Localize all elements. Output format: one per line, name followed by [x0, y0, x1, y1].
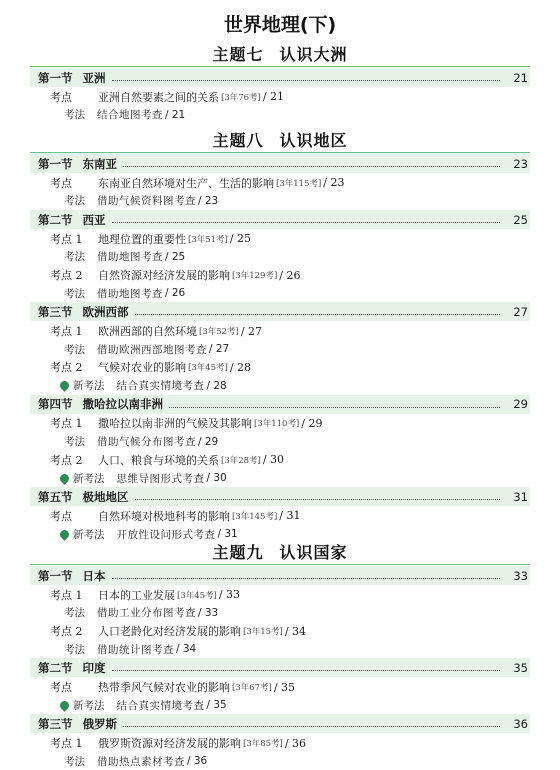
section-page: 25 [513, 212, 528, 227]
new-kaofa-label: 新考法 [73, 528, 105, 541]
kaodian-text: 人口老龄化对经济发展的影响 [98, 625, 241, 638]
section-name: 亚洲 [82, 70, 106, 85]
kaofa-text: 开放性设问形式考查 [116, 528, 216, 541]
section-page: 23 [513, 156, 528, 171]
kaodian-label: 考点 2 [50, 361, 83, 375]
topic-divider [30, 564, 530, 565]
kaodian-row [50, 678, 295, 696]
section-number: 第一节 [38, 568, 73, 583]
leader-dots [135, 314, 501, 315]
item-page: / 36 [284, 736, 307, 750]
kaodian-row [50, 414, 322, 432]
leader-dots [112, 222, 501, 223]
item-page: / 21 [262, 90, 285, 104]
kaofa-row [64, 192, 218, 210]
item-page: / 28 [206, 379, 227, 392]
leader-dots [123, 166, 500, 167]
section-page: 36 [513, 716, 528, 731]
new-kaofa-label: 新考法 [73, 699, 105, 712]
item-page: / 34 [284, 624, 307, 638]
exam-count: [3年76考] [221, 92, 261, 103]
section-number: 第一节 [38, 70, 73, 85]
leaf-icon [58, 379, 71, 392]
kaofa-label: 考法 [64, 195, 85, 208]
new-kaofa-label: 新考法 [73, 472, 105, 485]
exam-count: [3年51考] [188, 234, 228, 245]
section-number: 第二节 [38, 660, 73, 675]
topic-number: 主题八 [212, 131, 264, 150]
item-page: / 26 [279, 268, 301, 282]
kaofa-label: 考法 [64, 287, 85, 300]
section-number: 第三节 [38, 716, 73, 731]
kaofa-label: 考法 [64, 643, 85, 656]
exam-count: [3年15考] [243, 627, 283, 637]
item-page: / 35 [206, 699, 227, 712]
kaodian-row [50, 622, 306, 640]
kaofa-text: 借助气候资料图考查 [97, 195, 196, 208]
section-name: 俄罗斯 [82, 716, 117, 731]
leader-dots [112, 670, 501, 671]
item-page: / 27 [240, 324, 263, 338]
kaodian-row [50, 358, 251, 376]
section-row[interactable] [30, 154, 530, 173]
kaodian-text: 地理位置的重要性 [98, 232, 186, 246]
kaodian-text: 自然资源对经济发展的影响 [98, 269, 230, 282]
new-kaofa-row [60, 696, 227, 714]
kaodian-text: 亚洲自然要素之间的关系 [98, 90, 219, 104]
kaofa-text: 结合地图考查 [97, 109, 163, 122]
section-page: 29 [513, 397, 528, 412]
kaodian-text: 日本的工业发展 [98, 588, 175, 602]
item-page: / 21 [165, 108, 186, 121]
section-number: 第二节 [38, 212, 73, 227]
topic-title [0, 128, 560, 152]
new-kaofa-row [60, 377, 227, 395]
leaf-icon [58, 699, 71, 712]
section-number: 第一节 [38, 156, 73, 171]
exam-count: [3年45考] [177, 590, 217, 601]
exam-count: [3年67考] [232, 683, 272, 693]
item-page: / 33 [218, 588, 241, 602]
section-number: 第三节 [38, 304, 73, 319]
kaofa-row [64, 340, 229, 358]
item-page: / 35 [273, 680, 296, 694]
section-name: 撒哈拉以南非洲 [82, 397, 163, 412]
kaodian-text: 人口、粮食与环境的关系 [98, 453, 219, 467]
book-title: 世界地理(下) [223, 14, 337, 36]
section-row[interactable] [30, 302, 530, 321]
topic-name: 认识地区 [279, 131, 348, 150]
section-number: 第五节 [38, 489, 73, 504]
kaodian-text: 欧洲西部的自然环境 [98, 325, 197, 338]
item-page: / 25 [229, 232, 252, 246]
section-row[interactable] [30, 210, 530, 229]
kaodian-row [50, 322, 262, 340]
item-page: / 23 [323, 176, 345, 190]
new-kaofa-label: 新考法 [73, 380, 105, 393]
item-page: / 29 [198, 435, 219, 448]
kaofa-row [64, 604, 218, 622]
leaf-icon [58, 472, 71, 485]
kaodian-label: 考点 [50, 509, 72, 523]
topic-name: 认识国家 [279, 543, 348, 562]
kaofa-text: 结合真实情境考查 [116, 699, 205, 712]
section-page: 21 [513, 70, 528, 85]
exam-count: [3年115考] [276, 178, 322, 189]
kaodian-row [50, 451, 284, 469]
section-name: 极地地区 [82, 489, 129, 504]
kaodian-label: 考点 2 [50, 625, 83, 638]
leaf-icon [58, 528, 71, 541]
kaofa-text: 借助气候分布图考查 [97, 436, 196, 449]
exam-count: [3年110考] [254, 419, 300, 430]
kaodian-label: 考点 2 [50, 453, 83, 467]
kaofa-label: 考法 [64, 343, 85, 356]
item-page: / 23 [198, 194, 219, 207]
topic-number: 主题九 [212, 543, 264, 562]
kaodian-row [50, 174, 344, 192]
kaofa-row [64, 640, 196, 658]
kaodian-label: 考点 [50, 176, 72, 190]
item-page: / 30 [206, 472, 227, 484]
kaofa-label: 考法 [64, 436, 85, 449]
kaodian-row [50, 507, 300, 525]
kaodian-text: 东南亚自然环境对生产、生活的影响 [98, 176, 274, 190]
kaofa-row [64, 248, 185, 266]
kaodian-label: 考点 [50, 681, 72, 694]
topic-divider [30, 152, 530, 153]
exam-count: [3年52考] [199, 327, 239, 337]
item-page: / 28 [229, 360, 252, 374]
section-page: 27 [513, 304, 528, 319]
kaodian-row [50, 88, 284, 106]
exam-count: [3年145考] [232, 511, 278, 522]
item-page: / 27 [209, 343, 230, 356]
topic-number: 主题七 [212, 45, 264, 64]
kaodian-label: 考点 2 [50, 269, 83, 282]
new-kaofa-row [60, 469, 227, 487]
kaodian-label: 考点 1 [50, 325, 83, 338]
section-name: 西亚 [82, 212, 106, 227]
item-page: / 31 [279, 509, 301, 523]
item-page: / 33 [198, 606, 219, 619]
leader-dots [123, 726, 500, 727]
topic-title [0, 42, 560, 66]
section-name: 印度 [82, 660, 106, 675]
section-row[interactable] [30, 714, 530, 733]
kaodian-label: 考点 1 [50, 232, 83, 246]
kaodian-label: 考点 1 [50, 588, 83, 602]
kaofa-text: 借助地图考查 [97, 287, 163, 300]
kaofa-row [64, 433, 218, 451]
kaodian-label: 考点 [50, 90, 72, 104]
kaodian-row [50, 586, 240, 604]
leader-dots [169, 407, 500, 408]
item-page: / 25 [165, 250, 186, 263]
item-page: / 26 [165, 287, 186, 300]
kaofa-label: 考法 [64, 607, 85, 620]
item-page: / 29 [301, 416, 323, 430]
kaodian-text: 热带季风气候对农业的影响 [98, 681, 230, 694]
kaodian-text: 气候对农业的影响 [98, 361, 186, 375]
section-row[interactable] [30, 487, 530, 506]
section-row[interactable] [30, 566, 530, 585]
kaofa-text: 思维导图形式考查 [116, 472, 205, 485]
section-page: 33 [513, 568, 528, 583]
leader-dots [112, 578, 501, 579]
kaofa-label: 考法 [64, 109, 85, 122]
topic-name: 认识大洲 [279, 45, 348, 64]
kaofa-row [64, 752, 207, 770]
leader-dots [112, 80, 501, 81]
kaodian-label: 考点 1 [50, 417, 83, 431]
section-row[interactable] [30, 68, 530, 87]
kaofa-text: 借助地图考查 [97, 251, 163, 264]
kaodian-row [50, 230, 251, 248]
item-page: / 31 [217, 528, 238, 540]
exam-count: [3年45考] [188, 363, 228, 374]
section-row[interactable] [30, 395, 530, 414]
kaofa-label: 考法 [64, 251, 85, 264]
kaodian-text: 撒哈拉以南非洲的气候及其影响 [98, 417, 252, 431]
section-name: 日本 [82, 568, 106, 583]
topic-title [0, 540, 560, 564]
section-page: 31 [513, 489, 528, 504]
kaodian-label: 考点 1 [50, 737, 83, 750]
kaofa-text: 借助热点素材考查 [97, 755, 185, 768]
kaodian-row [50, 734, 306, 752]
kaodian-text: 自然环境对极地科考的影响 [98, 509, 230, 523]
kaodian-text: 俄罗斯资源对经济发展的影响 [98, 737, 241, 750]
kaofa-text: 结合真实情境考查 [116, 380, 205, 393]
item-page: / 30 [262, 453, 285, 467]
section-row[interactable] [30, 658, 530, 677]
section-number: 第四节 [38, 397, 73, 412]
kaofa-text: 借助统计图考查 [97, 643, 174, 656]
kaofa-text: 借助欧洲西部地图考查 [97, 343, 207, 356]
kaodian-row [50, 266, 300, 284]
leader-dots [135, 499, 501, 500]
exam-count: [3年85考] [243, 739, 283, 749]
item-page: / 36 [187, 755, 208, 768]
kaofa-label: 考法 [64, 755, 85, 768]
topic-divider [30, 66, 530, 67]
section-name: 欧洲西部 [82, 304, 129, 319]
section-page: 35 [513, 660, 528, 675]
exam-count: [3年28考] [221, 455, 261, 466]
kaofa-text: 借助工业分布图考查 [97, 607, 196, 620]
kaofa-row [64, 284, 185, 302]
section-name: 东南亚 [82, 156, 117, 171]
item-page: / 34 [176, 643, 197, 656]
exam-count: [3年129考] [232, 271, 278, 281]
kaofa-row [64, 106, 185, 124]
